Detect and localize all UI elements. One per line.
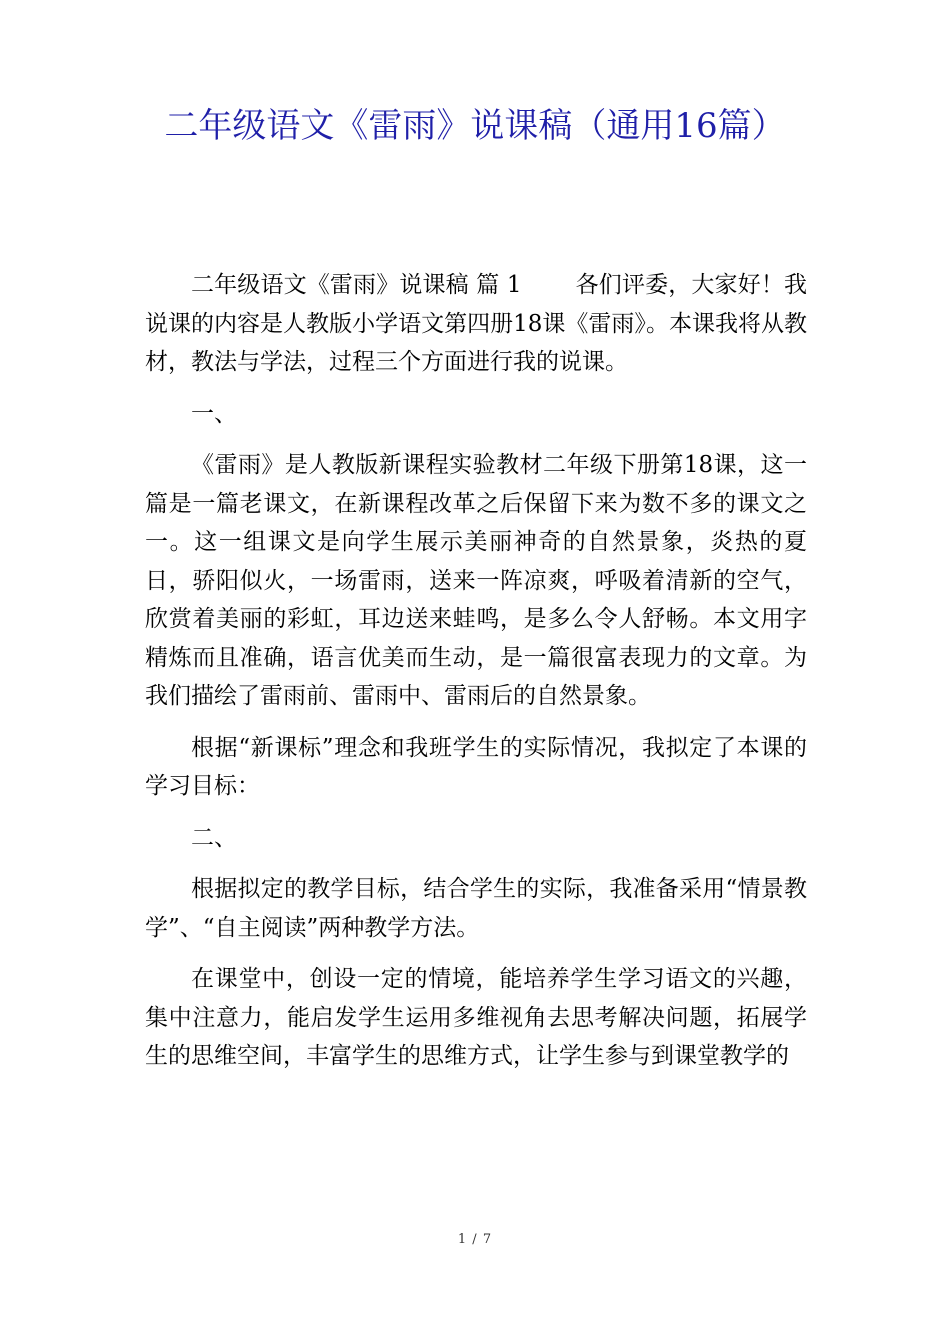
paragraph-5: 二、	[191, 824, 237, 851]
section-heading: 二年级语文《雷雨》说课稿 篇 1	[191, 272, 522, 298]
paragraph-3: 《雷雨》是人教版新课程实验教材二年级下册第18课，这一篇是一篇老课文，在新课程改革之后保留下来为数不多的课文之一。这一组课文是向学生展示美丽神奇的自然景象，炎热的夏日，骄阳似火，一场雷雨，送来一阵凉爽，呼吸着清新的空气，欣赏着美丽的彩虹，耳边送来蛙鸣，是多么令人舒畅。本文用字精炼而且准确，语言优美而生动，是一篇很富表现力的文章。为我们描绘了雷雨前、雷雨中、雷雨后的自然景象。	[145, 452, 807, 709]
paragraph-text: 各们评委，大家好！我说课的内容是人教版小学语文第四册18课《雷雨》。本课我将从教材，教法与学法，过程三个方面进行我的说课。	[145, 272, 807, 375]
paragraph-1	[145, 266, 807, 382]
document-body	[145, 266, 807, 1089]
page-number: 1 / 7	[457, 1232, 493, 1247]
paragraph-7: 在课堂中，创设一定的情境，能培养学生学习语文的兴趣，集中注意力，能启发学生运用多维视角去思考解决问题，拓展学生的思维空间，丰富学生的思维方式，让学生参与到课堂教学的	[145, 966, 807, 1069]
document-title: 二年级语文《雷雨》说课稿（通用16篇）	[164, 106, 786, 146]
paragraph-4: 根据“新课标”理念和我班学生的实际情况，我拟定了本课的学习目标：	[145, 734, 807, 799]
paragraph-2: 一、	[191, 400, 237, 427]
paragraph-6: 根据拟定的教学目标，结合学生的实际，我准备采用“情景教学”、“自主阅读”两种教学方法。	[145, 876, 807, 941]
